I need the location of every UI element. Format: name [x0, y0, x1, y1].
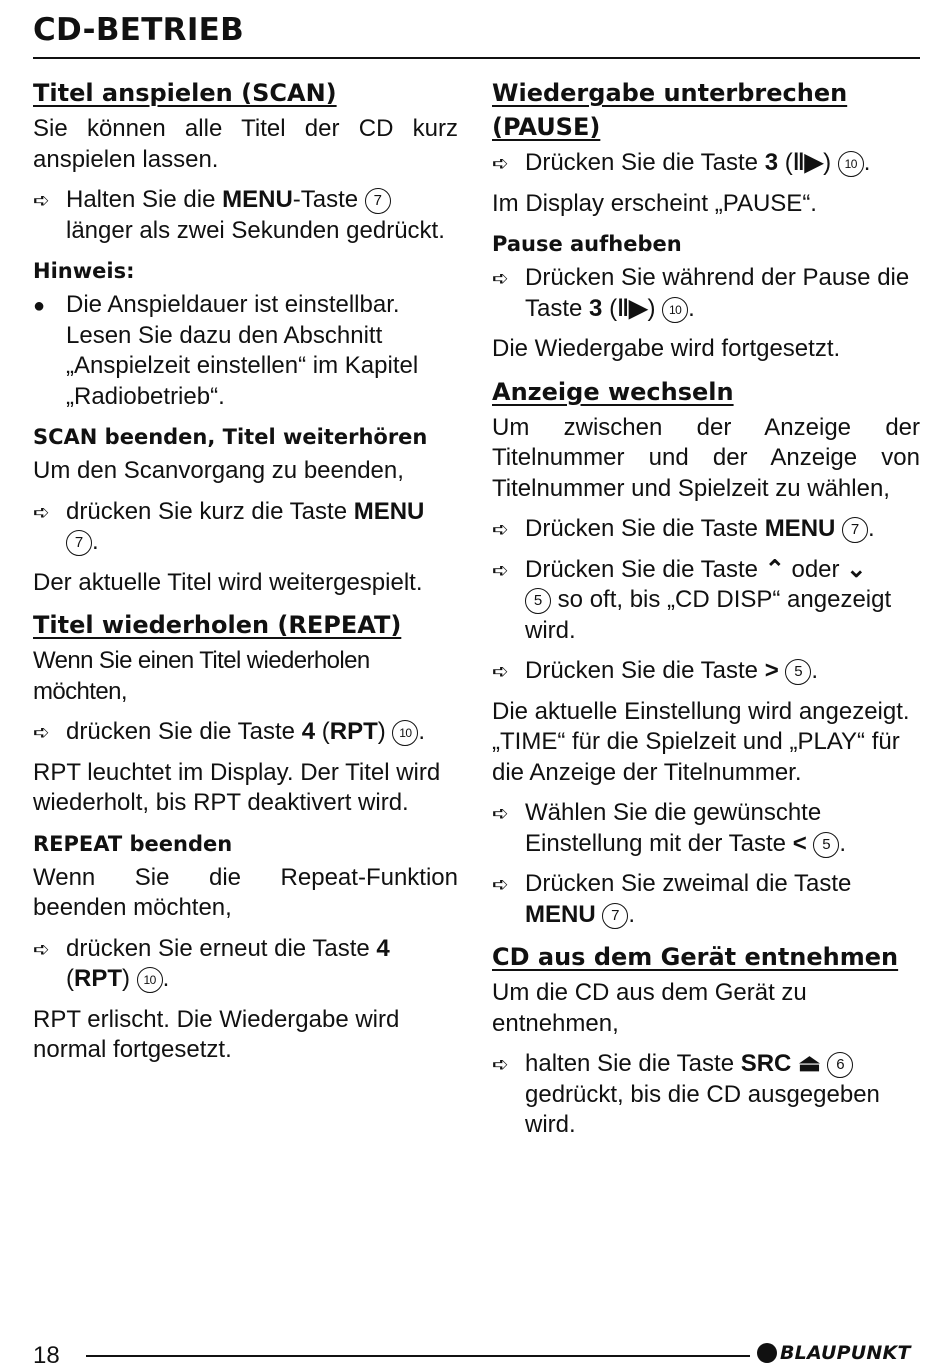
right-arrow-key-icon: > [764, 657, 779, 684]
display-step-2: ➪ Drücken Sie die Taste ⌃ oder ⌄ 5 so oft, bis „CD DISP“ angezeigt wird. [492, 555, 920, 647]
subheading-repeat-end: REPEAT beenden [33, 831, 233, 856]
section-heading-display: Anzeige wechseln [492, 377, 734, 406]
key-number-badge: 10 [662, 297, 688, 323]
pause-step: ➪ Drücken Sie die Taste 3 (‖▶) 10 . [492, 148, 920, 179]
step-arrow-icon: ➪ [492, 803, 509, 825]
subheading-scan-end: SCAN beenden, Titel weiterhören [33, 425, 428, 449]
title-divider [33, 57, 920, 59]
note-heading: Hinweis: [33, 259, 135, 283]
note-item: ● Die Anspieldauer ist einstellbar. Lesen Sie dazu den Abschnitt „Anspielzeit einstellen“ im Kapitel „Radiobetrieb“. [33, 290, 458, 412]
step-arrow-icon: ➪ [492, 153, 509, 175]
footer-divider [86, 1355, 750, 1357]
brand-logo [757, 1342, 911, 1364]
step-arrow-icon: ➪ [33, 938, 50, 961]
key-number-badge: 7 [66, 530, 92, 556]
key-number-badge: 7 [602, 903, 628, 929]
up-arrow-key-icon: ⌃ [764, 555, 785, 583]
key-number-badge: 10 [137, 967, 163, 993]
brand-name: BLAUPUNKT [780, 1342, 911, 1364]
repeat-end-outro: RPT erlischt. Die Wiedergabe wird normal fortgesetzt. [33, 1005, 400, 1063]
page-number: 18 [33, 1342, 60, 1369]
step-arrow-icon: ➪ [492, 559, 509, 582]
repeat-end-intro: Wenn Sie die Repeat-Funktion beenden möchten, [33, 863, 458, 921]
key-number-badge: 10 [838, 151, 864, 177]
key-number-badge: 10 [392, 720, 418, 746]
brand-dot-icon [757, 1343, 777, 1363]
key-number-badge: 6 [827, 1052, 853, 1078]
scan-intro: Sie können alle Titel der CD kurz anspielen lassen. [33, 115, 458, 173]
pause-end-outro: Die Wiedergabe wird fortgesetzt. [492, 335, 841, 362]
step-arrow-icon: ➪ [33, 190, 50, 212]
eject-intro: Um die CD aus dem Gerät zu entnehmen, [492, 979, 807, 1037]
display-step-4: ➪ Wählen Sie die gewünschte Einstellung mit der Taste < 5 . [492, 798, 920, 859]
pause-end-step: ➪ Drücken Sie während der Pause die Taste 3 (‖▶) 10 . [492, 263, 920, 324]
key-number-badge: 5 [813, 832, 839, 858]
bullet-icon: ● [33, 295, 46, 317]
display-middle: Die aktuelle Einstellung wird angezeigt. „TIME“ für die Spielzeit und „PLAY“ für die Anzeige der Titelnummer. [492, 697, 910, 786]
key-number-badge: 5 [785, 659, 811, 685]
key-number-badge: 5 [525, 588, 551, 614]
eject-step: ➪ halten Sie die Taste SRC ⏏ 6 gedrückt, bis die CD ausgegeben wird. [492, 1049, 920, 1141]
right-column [492, 70, 920, 1151]
repeat-step: ➪ drücken Sie die Taste 4 (RPT) 10 . [33, 717, 458, 748]
section-heading-scan: Titel anspielen (SCAN) [33, 79, 337, 107]
left-column [33, 70, 458, 1076]
scan-end-intro: Um den Scanvorgang zu beenden, [33, 457, 404, 484]
repeat-outro: RPT leuchtet im Display. Der Titel wird wiederholt, bis RPT deaktivert wird. [33, 758, 441, 816]
section-heading-eject: CD aus dem Gerät entnehmen [492, 943, 899, 971]
step-arrow-icon: ➪ [33, 501, 50, 524]
repeat-end-step: ➪ drücken Sie erneut die Taste 4 (RPT) 10 . [33, 934, 458, 995]
step-arrow-icon: ➪ [492, 661, 509, 683]
section-heading-repeat: Titel wiederholen (REPEAT) [33, 611, 402, 639]
step-arrow-icon: ➪ [492, 268, 509, 290]
display-intro: Um zwischen der Anzeige der Titelnummer und der Anzeige von Titelnummer und Spielzeit zu wählen, [492, 413, 920, 502]
left-arrow-key-icon: < [792, 829, 807, 857]
subheading-pause-end: Pause aufheben [492, 232, 682, 256]
display-step-5: ➪ Drücken Sie zweimal die Taste MENU 7 . [492, 869, 920, 930]
scan-end-step: ➪ drücken Sie kurz die Taste MENU 7 . [33, 497, 458, 558]
down-arrow-key-icon: ⌄ [846, 555, 867, 583]
step-arrow-icon: ➪ [492, 1054, 509, 1076]
step-arrow-icon: ➪ [33, 722, 50, 744]
pause-outro: Im Display erscheint „PAUSE“. [492, 189, 817, 217]
pause-play-icon: ‖▶ [792, 149, 824, 176]
scan-step: ➪ Halten Sie die MENU-Taste 7 länger als zwei Sekunden gedrückt. [33, 185, 458, 246]
display-step-3: ➪ Drücken Sie die Taste > 5 . [492, 656, 920, 687]
section-heading-pause: Wiedergabe unterbrechen (PAUSE) [492, 79, 848, 141]
display-step-1: ➪ Drücken Sie die Taste MENU 7 . [492, 514, 920, 545]
step-arrow-icon: ➪ [492, 519, 509, 541]
repeat-intro: Wenn Sie einen Titel wiederholen möchten, [33, 647, 370, 705]
key-number-badge: 7 [365, 188, 391, 214]
key-number-badge: 7 [842, 517, 868, 543]
step-arrow-icon: ➪ [492, 874, 509, 896]
pause-play-icon: ‖▶ [617, 294, 648, 322]
eject-icon: ⏏ [798, 1050, 821, 1077]
page-title: CD-BETRIEB [33, 12, 245, 48]
scan-end-outro: Der aktuelle Titel wird weitergespielt. [33, 568, 423, 596]
